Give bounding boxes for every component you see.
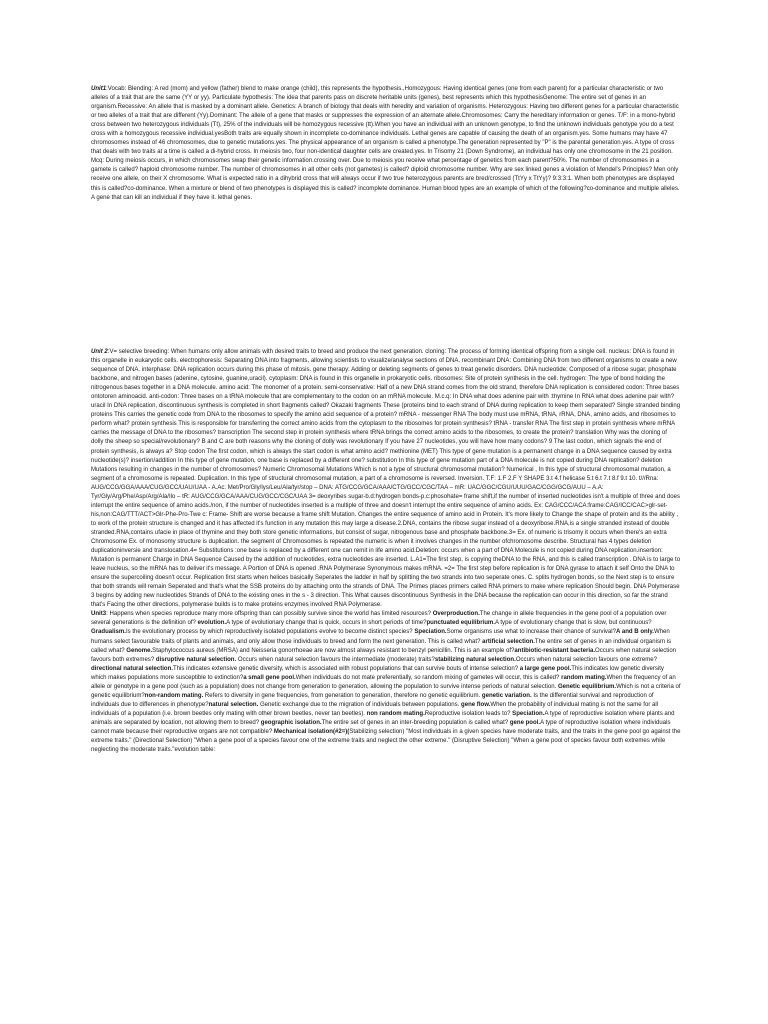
unit3-answer: a small gene pool. xyxy=(243,674,296,681)
unit3-text xyxy=(91,611,681,753)
unit3-question: When the probability of individual mating is not the same for all individuals of a population (i.e. brown beetles only mating with other brown beetles, never tan beetles). xyxy=(91,701,659,717)
unit3-question: This indicates extensive genetic diversity, which is associated with robust populations that can survive bouts of intense selection? xyxy=(173,665,520,672)
unit2-label: Unit 2 xyxy=(91,349,108,355)
unit3-answer: non-random mating. xyxy=(144,692,204,699)
unit3-question: Is the evolutionary process by which reproductively isolated populations evolve to become distinct species? xyxy=(125,629,415,636)
unit3-answer: a large gene pool. xyxy=(519,665,572,672)
unit3-answer: Genetic equilibrium. xyxy=(557,683,617,690)
unit3-answer: punctuated equilibrium. xyxy=(426,620,495,627)
unit3-question: When the frequency of an allele or genotype in a gene pool (such as a population) does not change from generation to generation, allowing the population to survive intense periods of natural selection. xyxy=(91,674,676,690)
unit3-answer: random mating. xyxy=(561,674,607,681)
unit3-question: Refers to diversity in gene frequencies, from generation to generation, therefore no genetic equilibrium. xyxy=(203,692,482,699)
unit3-answer: Overproduction. xyxy=(432,611,480,618)
unit3-answer: gene flow. xyxy=(461,701,491,708)
unit1-text: :Vocab: Blending: A red (mom) and yellow (father) blend to make orange (child), this represents the hypothesis.,Homozygous: Having identical genes (one from each parent) for a particular characteristic or two alleles of a trait that are the same (YY or yy). Particulate hypothesis: The idea that parents pass on discrete heritable units (genes), best represents which this hypothesisGenome: The entire set of genes in an organism.Recessive: An allele that is masked by a dominant allele. Genetics: A branch of biology that deals with heredity and variation of organisms. Heterozygous: Having two different genes for a particular characteristic or two alleles of a trait that are different (Yy).Dominant: The allele of a gene that masks or suppresses the expression of an alternate allele.Chromosomes: Carry the hereditary information or genes. T/F: in a mono-hybrid cross between two heterozygous individuals (Tt), 25% of the individuals will be homozygous recessive (tt).When you have an individual with an unknown genotype, to find the unknown individuals genotype you do a test cross with a homozygous recessive individual.yesBoth traits are equally shown in incomplete co-dominance individuals. Lethal genes are capable of causing the death of an organism.yes. Some humans may have 47 chromosomes instead of 46 chromosomes, due to genetic mutations.yes. The physical appearance of an organism is called a phenotype.The generation represented by "P" is the parental generation.yes. A type of cross that deals with two traits at a time is called a di-hybrid cross. In meiosis two, four non-identical daughter cells are created.yes. In Trisomy 21 (Down Syndrome), an individual has only one chromosome in the 21 position. Mcq: During meiosis occurs, in which chromosomes swap their genetic information.crossing over. Due to meiosis you receive what percentage of genetics from each parent?50%. The number of chromosomes in a gamete is called? haploid chromosome number. The number of chromosomes in all other cells (not gametes) is called? diploid chromosome number. Why are sex linked genes a violation of Mendel's Principles? Men only receive one allele, on their X chromosome. What is expected ratio in a dihybrid cross that will always occur if two true heterozygous parents are bred/crossed (TtYy x TtYy)? 9:3:3:1. When both phenotypes are displayed this is called?co-dominance. When a mixture or blend of two phenotypes is displayed this is called? incomplete dominance. Human blood types are an example of which of the following?co-dominance and multiple alleles. A gene that can kill an individual if they have it. lethal genes. xyxy=(91,86,680,201)
unit3-question: A type of evolutionary change that is slow, but continuous? xyxy=(495,620,652,627)
unit3-answer: Genome. xyxy=(126,647,153,654)
unit3-question: Occurs when natural selection favours one extreme? xyxy=(515,656,657,663)
unit3-question: Stabilizing selection) "Most individuals in a given species have moderate traits, and the traits in the gene pool go against the extreme traits." (Directional Selection) "When a gene pool of a species favour one of the extreme traits and neglect the other extreme." (Disruptive Selection) "When a gene pool of species favour both extremes while neglecting the moderate traits."evolution table: xyxy=(91,728,681,754)
unit3-question: This indicates low genetic diversity which makes populations more susceptible to extinction? xyxy=(91,665,664,681)
unit3-question: When humans select favourable traits of plants and animals, and only allow those individuals to breed and form the next generation. This is called what? xyxy=(91,629,670,645)
unit3-answer: Mechanical isolation(#2=)( xyxy=(273,728,350,735)
unit3-answer: Gradualism. xyxy=(91,629,126,636)
unit3-question: Genetic exchange due to the migration of individuals between populations. xyxy=(258,701,462,708)
unit3-answer: non random mating. xyxy=(366,710,425,717)
unit3-answer: gene pool. xyxy=(509,719,541,726)
unit3-question: Which is not a criteria of genetic equilibrium? xyxy=(91,683,681,699)
unit3-answer: directional natural selection. xyxy=(91,665,173,672)
unit3-question: Reproductive isolation leads to? xyxy=(424,710,513,717)
unit3-question: Is the differential survival and reproduction of individuals due to differences in phenotype? xyxy=(91,692,654,708)
unit3-question: Occurs when natural selection favours the intermediate (moderate) traits? xyxy=(236,656,435,663)
unit3-question: The entire set of genes in an individual organism is called what? xyxy=(91,638,672,654)
unit3-answer: A and B only. xyxy=(616,629,654,636)
unit1-label: Unit1 xyxy=(91,86,107,92)
unit2-text: :V= selective breeding: When humans only allow animals with desired traits to breed and produce the next generation. cloning: The process of forming identical offspring from a single cell. nucleus: DNA is found in this organelle in eukaryotic cells. electrophoresis: Separating DNA into fragments, allowing scientists to visualize/analyse sections of DNA. recombinant DNA: Combining DNA from two different organisms to create a new sequence of DNA. interphase: DNA replication occurs during this phase of mitosis. gene therapy: Adding or deleting segments of genes to treat genetic disorders. DNA nucleotide: Composed of a ribose sugar, phosphate backbone, and nitrogen bases (adenine, cytosine, guanine,uracil). cytoplasm: DNA is found in this organelle in prokaryotic cells. ribosomes: Site of protein synthesis in the cell. hydrogen: The type of bond holding the nitrogenous bases together in a DNA molecule. amino acid: The monomer of a protein. semi-conservative: Half of a new DNA strand comes from the old strand, therefore DNA replication is considered codon: Three bases ontotoren aminoacid. anti-codon: Three bases on a tRNA molecule that are complementary to the codon on an mRNA molecule. M.c.q: In DNA what does adenine pair with :thymine In RNA what does adenine pair with? uracil In DNA replication, discontinuous synthesis is completed in short fragments called? Okazaki fragments These (proteins bind to each strand of DNA during replication to keep them separated? Single stranded binding proteins This carries the genetic code from DNA to the ribosomes to specify the amino acid sequence of a protein? mRNA - messenger RNA The body must use mRNA, tRNA, rRNA, DNA, amino acids, and ribosomes to perform what? protein synthesis This is responsible for transferring the correct amino acids from the cytoplasm to the ribosomes for protein synthesis? tRNA - transfer RNA The first step in protein synthesis where mRNA carries the message of DNA to the ribosomes? transcription The second step in protein synthesis where tRNA brings the correct amino acids to the ribosomes, to create the protein? translation Why was the cloning of dolly the sheep so special/revolutionary? B and C are both reasons why the cloning of dolly was revolutionary If you have 27 nucleotides, you will have how many codons? 9 The last codon, which signals the end of protein synthesis, is always a? Stop codon The first codon, which is always the start codon is what amino acid? methionine (MET) This type of gene mutation is a permanent change in a DNA sequence caused by extra nucleotide(s)? insertion/addition In this type of gene mutation, one base is replaced by a different one? substitution In this type of gene mutation part of a DNA molecule is not copied during DNA replication? deletion Mutations resulting in changes in the number of chromosomes? Numeric Chromosomal Mutations Which is not a type of structural chromosomal mutation? Numerical , In this type of structural chromosomal mutation, a segment of a chromosome is repeated. Duplication. In this type of structural chromosomal mutation, a part of a chromosome is reversed. Inversion. T.F: 1.F 2.F Y SHAPE 3.t 4.f helicase 5.t 6.t 7.t 8.f 9.t 10. t///Rna: AUG/CCG/GGA/AAA/CUG/GCC/UAU/UAA - A.Ac: Met/Pro/Gly/lys/Leu/Ala/tyr/stop – DNA: ATG/CCG/GCA/AAA/CTG/GCC/CGC/TAA – mR: UAC/GGC/CGU/UUU/GAC/CGG/GCG/AUU – A.A: Tyr/Gly/Arg/Phe/Asp/Arg/Ala/Ilo – tR: AUG/CCG/GCA/AAA/CUG/GCC/CGC/UAA 3= deoxyribes sugar-b.d:hydrogen bonds-p.c:phosohate= frame shift,if the number of inserted nucleotides isn't a multiple of three and does interrupt the entire sequence of amino acids./non, if the number of nucleotides inserted is a multiple of three and doesn't interrupt the entire sequence of amino acids. Ex: CAG/CCC/ACA:frame:CAG/ICC/CAC>glr-set-his,non:CAG/TTT/ACT>Glr-Phe-Pro-Twe c: Frame- Shift are worse because a frame shift Mutation. Changes the entire sequence of amino acid in Protein. It's more likely to Change the shape of protein and its the ability , to work of the protein structure is changed and it has affected it's function in any mutation this may large a disease.2.DNA, contains the ribose sugar instead of a deoxyribose.RNA,is a single stranded instead of double stranded.RNA,contains ufacie in place of thymine and they both store genetic informations, but consist of sugar, nitrogenous base and phosphate backbone.3= Ex. of numeric is trisomy it occurs when there's an extra Chromosome Ex. of monosomy structure is duplication. the segment of Chromosomes is repeated the numeric is when it involves changes in the number ofchromosome describe. Structural has 4 types deletion duplicationinversie and translocation.4= Substitutions :one base is replaced by a different one can remit in life amino acid.Deletion: occurs when a part of DNA Molecule is not copied during DNA replication.insertion: Mutation is permanent Charge in DNA Sequence Caused by the addition of nucleotides, extra nucleotides are inserted. L.A1=The first step, is copying theDNA to the RNA, and this is called transcription . DNA is to large to leave nucleus, so the mRNA has to deliver it's message. A Portion of DNA is opened .RNA Polymerase Synonymous makes mRNA. =2= The first step before replication is for DNA gyrase to attach it self Onto the DNA to ensure the supercoiling doesn't occur. Replication first starts when helices basically Seperates the ladder in half by splitting the two strands into two seperate ones. C. splits hydrogen bonds, so the Next step is to ensure that both strands will remain Seperated and that's what the SSB proteins do by attaching onto the strands of DNA. The Primes places primers called RNA primers to make where replication Should begin. DNA Polymerase 3 begins by adding new nucleotides Strands of DNA to the existing ones in the s - 3 direction. This What causes discontinuous Synthesis in the DNA because the replication can occur in this direction, so far the strand that's Facing the other directions, polymerase builds is to make proteins enzymes involved RNA Polymerase. xyxy=(91,349,681,609)
unit3-answer: antibiotic-resistant bacteria. xyxy=(514,647,596,654)
unit3-question: A type of evolutionary change that is quick, occurs in short periods of time? xyxy=(226,620,427,627)
unit3-answer: disruptive natural selection. xyxy=(155,656,237,663)
unit3-question: The entire set of genes in an inter-breeding population is called what? xyxy=(321,719,510,726)
unit3-answer: natural selection. xyxy=(208,701,259,708)
unit3-label: Unit3 xyxy=(91,611,107,618)
unit2-paragraph xyxy=(91,348,681,988)
unit3-answer: Speciation. xyxy=(414,629,447,636)
unit3-answer: artificial selection. xyxy=(482,638,535,645)
unit3-answer: geographic isolation. xyxy=(260,719,322,726)
unit3-answer: Speciation. xyxy=(512,710,545,717)
unit3-question: Staphylococcus aureus (MRSA) and Neisseria gonorrhoeae are now almost always resistant to benzyl penicillin. This is an example of? xyxy=(152,647,515,654)
unit3-answer: stabilizing natural selection. xyxy=(434,656,516,663)
unit3-question: The change in allele frequencies in the gene pool of a population over several generations is the definition of? xyxy=(91,611,667,627)
unit3-question: A type of reproductive isolation where individuals cannot mate because their reproductive organs are not compatible? xyxy=(91,719,671,735)
unit3-question: : Happens when species reproduce many more offspring than can possibly survive since the world has limited resources? xyxy=(106,611,433,618)
unit3-question: A type of reproductive isolation where plants and animals are separated by location, not allowing them to breed? xyxy=(91,710,675,726)
unit1-paragraph xyxy=(91,85,681,261)
unit3-answer: genetic variation. xyxy=(481,692,532,699)
unit3-question: Some organisms use what to increase their chance of survival? xyxy=(446,629,617,636)
unit3-question: When individuals do not mate preferentially, so random mixing of gametes will occur, this is called? xyxy=(295,674,562,681)
unit3-question: Occurs when natural selection favours both extremes? xyxy=(91,647,677,663)
unit3-answer: evolution. xyxy=(197,620,227,627)
